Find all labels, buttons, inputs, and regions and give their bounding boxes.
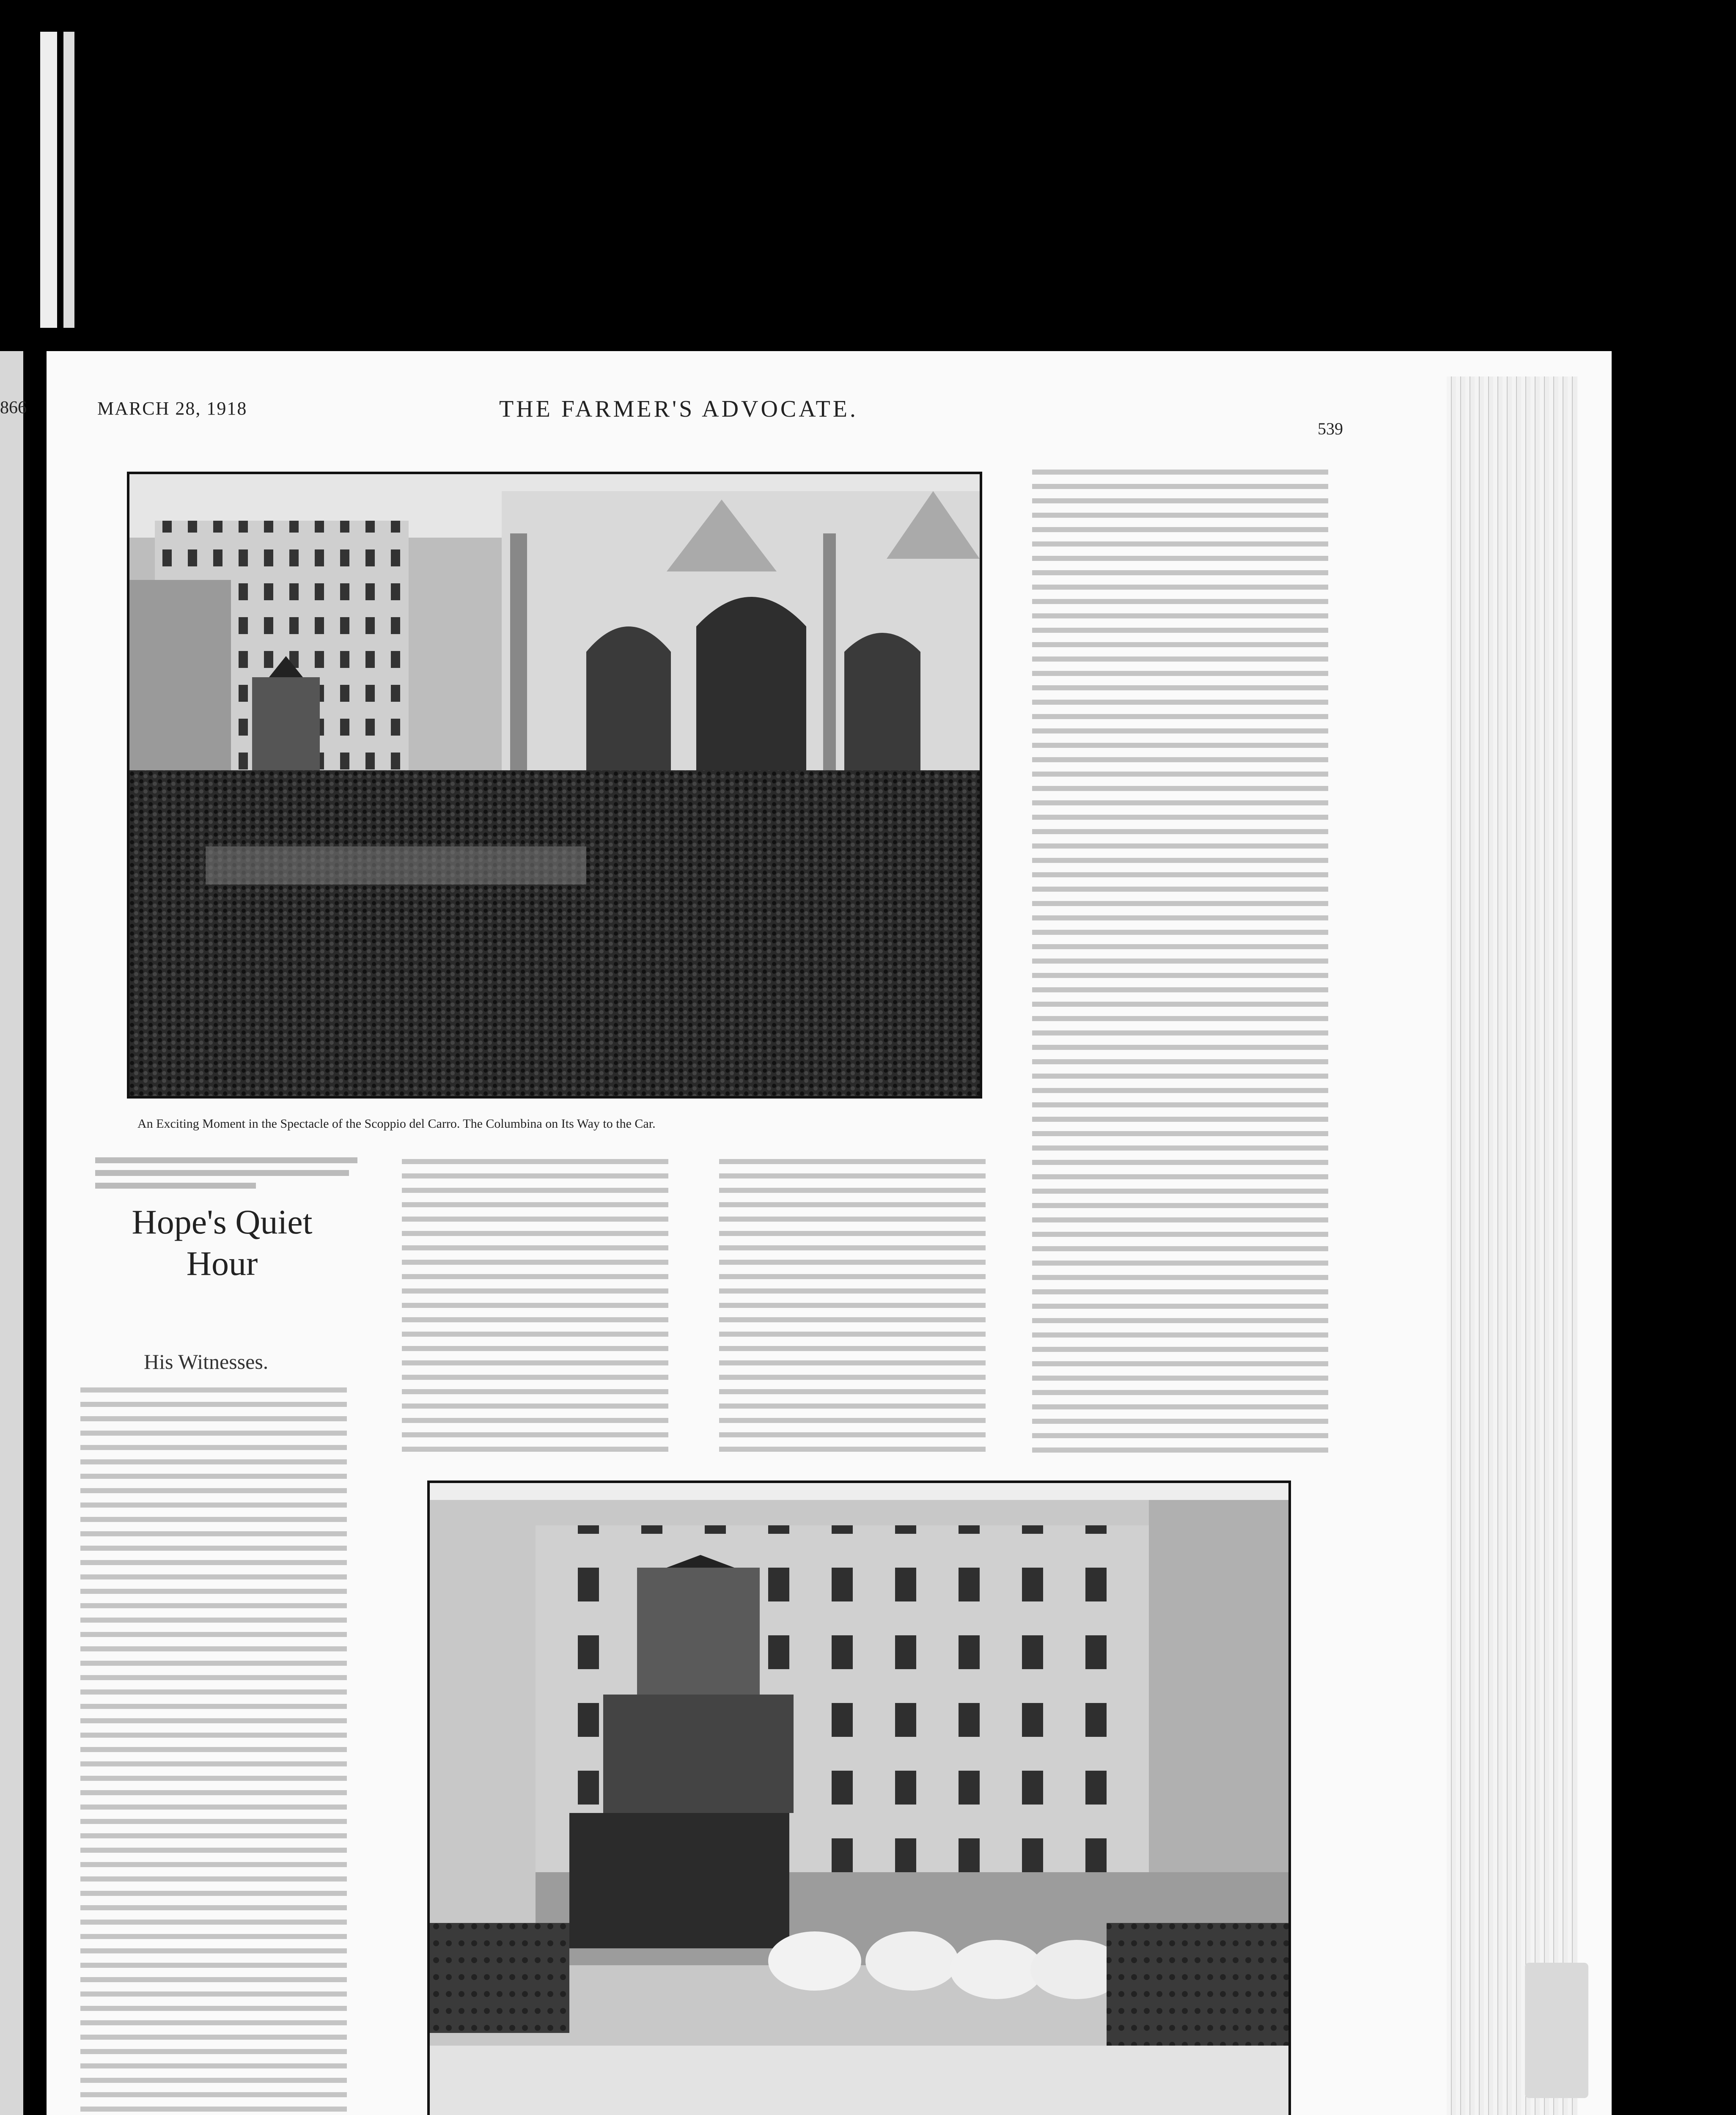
film-edge-bar (40, 32, 57, 328)
page-number: 539 (1318, 419, 1343, 438)
left-page-number: 866 (0, 398, 27, 418)
issue-date: MARCH 28, 1918 (97, 398, 247, 419)
faded-text-lines (95, 1155, 362, 1193)
article-title: Hope's Quiet Hour (132, 1203, 313, 1283)
publication-title: THE FARMER'S ADVOCATE. (499, 396, 858, 422)
faded-text-lines (719, 1155, 990, 1455)
faded-text-lines (80, 1383, 351, 2115)
body-text-faded (80, 1383, 351, 2115)
left-page-strip (0, 351, 23, 2115)
article-subtitle: His Witnesses. (144, 1350, 269, 1373)
body-text-faded (719, 1155, 990, 1455)
cathedral-crowd-photo (127, 472, 982, 1099)
body-text-faded (402, 1155, 673, 1455)
page-edge-stack (1447, 376, 1578, 2115)
ox-cart-photo (427, 1480, 1291, 2115)
cathedral-crowd-illustration (129, 474, 980, 1096)
body-text-faded (95, 1155, 362, 1193)
film-edge-bar (63, 32, 74, 328)
body-text-faded (1032, 465, 1337, 1455)
faded-text-lines (1032, 465, 1337, 1455)
ox-cart-illustration (430, 1483, 1288, 2115)
binding-clip (1525, 1963, 1588, 2098)
faded-text-lines (402, 1155, 673, 1455)
top-photo-caption: An Exciting Moment in the Spectacle of the Scoppio del Carro. The Columbina on Its Way to the Car. (137, 1117, 656, 1131)
